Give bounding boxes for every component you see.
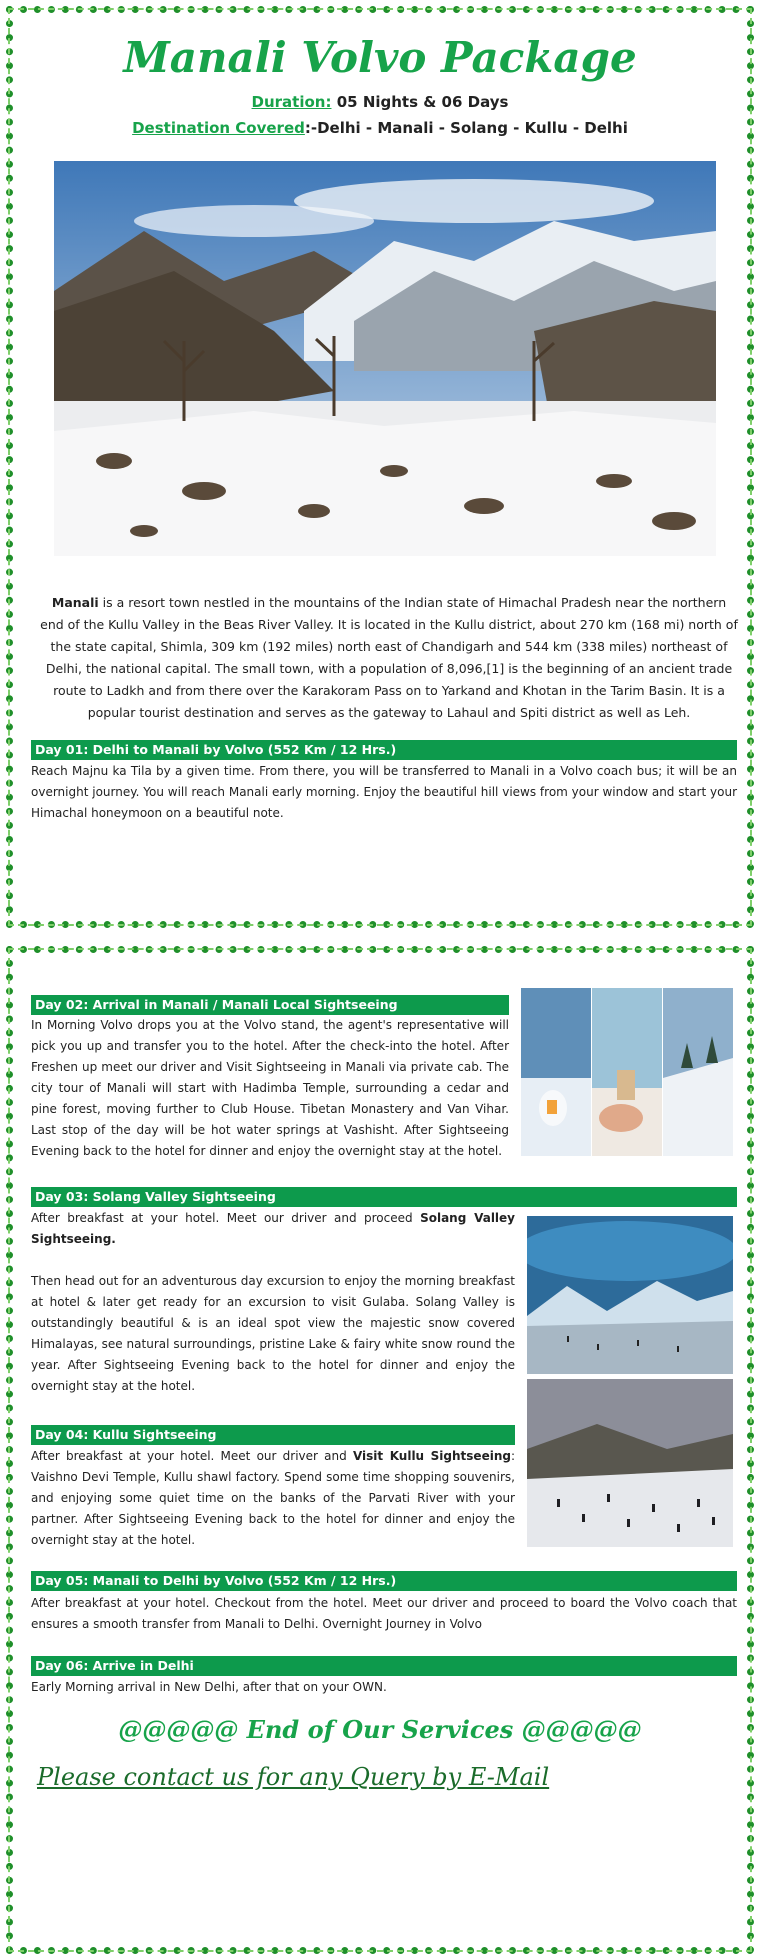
- kullu-snow-crowd-photo: [527, 1379, 733, 1547]
- duration-label: Duration:: [251, 93, 332, 111]
- day-06-heading: Day 06: Arrive in Delhi: [31, 1656, 737, 1676]
- day-03-text-b: Then head out for an adventurous day excursion to enjoy the morning breakfast at hotel & later get ready for an excursion to visit Gulaba. Solang Valley is outstandingly beautiful & is an ideal spot view the majestic snow covered Himalayas, see natural surroundings, pristine Lake & fairy white snow round the year. After Sightseeing Evening back to the hotel for dinner and enjoy the overnight stay at the hotel.: [31, 1274, 515, 1393]
- contact-email-note: Please contact us for any Query by E-Mail: [37, 1763, 550, 1791]
- intro-lead: Manali: [51, 594, 99, 610]
- day-05-heading: Day 05: Manali to Delhi by Volvo (552 Km / 12 Hrs.): [31, 1571, 737, 1591]
- duration-value: 05 Nights & 06 Days: [336, 93, 509, 111]
- day-03-text-bold: Solang Valley Sightseeing.: [31, 1211, 516, 1246]
- day-03-heading: Day 03: Solang Valley Sightseeing: [31, 1187, 737, 1207]
- day-03-text: [31, 1208, 515, 1397]
- day-04-heading: Day 04: Kullu Sightseeing: [31, 1425, 515, 1445]
- manali-collage-photo: [521, 988, 733, 1156]
- day-01-heading: Day 01: Delhi to Manali by Volvo (552 Km / 12 Hrs.): [31, 740, 737, 760]
- day-06-text: Early Morning arrival in New Delhi, after that on your OWN.: [31, 1680, 387, 1694]
- duration-line: [13, 93, 747, 111]
- day-02-text: In Morning Volvo drops you at the Volvo stand, the agent's representative will pick you up and transfer you to the hotel. After the check-into the hotel. After Freshen up meet our driver and Visit Sightseeing in Manali via private cab. The city tour of Manali will start with Hadimba Temple, surrounding a cedar and pine forest, moving further to Club House. Tibetan Monastery and Van Vihar. Last stop of the day will be hot water springs at Vashisht. After Sightseeing Evening back to the hotel for dinner and enjoy the overnight stay at the hotel.: [31, 1018, 509, 1158]
- destination-value: :-Delhi - Manali - Solang - Kullu - Delhi: [304, 119, 628, 137]
- destination-line: [13, 119, 747, 137]
- day-04-text: [31, 1446, 515, 1551]
- package-title: Manali Volvo Package: [123, 33, 637, 82]
- day-03-text-a: After breakfast at your hotel. Meet our driver and proceed: [31, 1211, 421, 1225]
- solang-valley-photo: [527, 1216, 733, 1374]
- day-04-text-bold: Visit Kullu Sightseeing: [352, 1449, 511, 1463]
- day-02-heading: Day 02: Arrival in Manali / Manali Local Sightseeing: [31, 995, 509, 1015]
- end-of-services: @@@@@ End of Our Services @@@@@: [118, 1715, 642, 1744]
- manali-snow-valley-photo: [54, 161, 716, 556]
- day-04-text-b: : Vaishno Devi Temple, Kullu shawl factory. Spend some time shopping souvenirs, and enjoying some quiet time on the banks of the Parvati River with your partner. After Sightseeing Evening back to the hotel for dinner and enjoy the overnight stay at the hotel.: [31, 1449, 516, 1547]
- intro-text: is a resort town nestled in the mountains of the Indian state of Himachal Pradesh near the northern end of the Kullu Valley in the Beas River Valley. It is located in the Kullu district, about 270 km (168 mi) north of the state capital, Shimla, 309 km (192 miles) north east of Chandigarh and 544 km (338 miles) northeast of Delhi, the national capital. The small town, with a population of 8,096,[1] is the beginning of an ancient trade route to Ladkh and from there over the Karakoram Pass on to Yarkand and Khotan in the Tarim Basin. It is a popular tourist destination and serves as the gateway to Lahaul and Spiti district as well as Leh.: [40, 594, 738, 720]
- day-04-text-a: After breakfast at your hotel. Meet our driver and: [31, 1449, 353, 1463]
- day-01-text: Reach Majnu ka Tila by a given time. From there, you will be transferred to Manali in a Volvo coach bus; it will be an overnight journey. You will reach Manali early morning. Enjoy the beautiful hill views from your window and start your Himachal honeymoon on a beautiful note.: [31, 764, 737, 820]
- itinerary-page-2: [6, 946, 754, 1954]
- manali-intro-paragraph: [39, 592, 739, 724]
- itinerary-page-1: [6, 6, 754, 928]
- day-05-text: After breakfast at your hotel. Checkout from the hotel. Meet our driver and proceed to board the Volvo coach that ensures a smooth transfer from Manali to Delhi. Overnight Journey in Volvo: [31, 1596, 737, 1631]
- destination-label: Destination Covered: [132, 119, 305, 137]
